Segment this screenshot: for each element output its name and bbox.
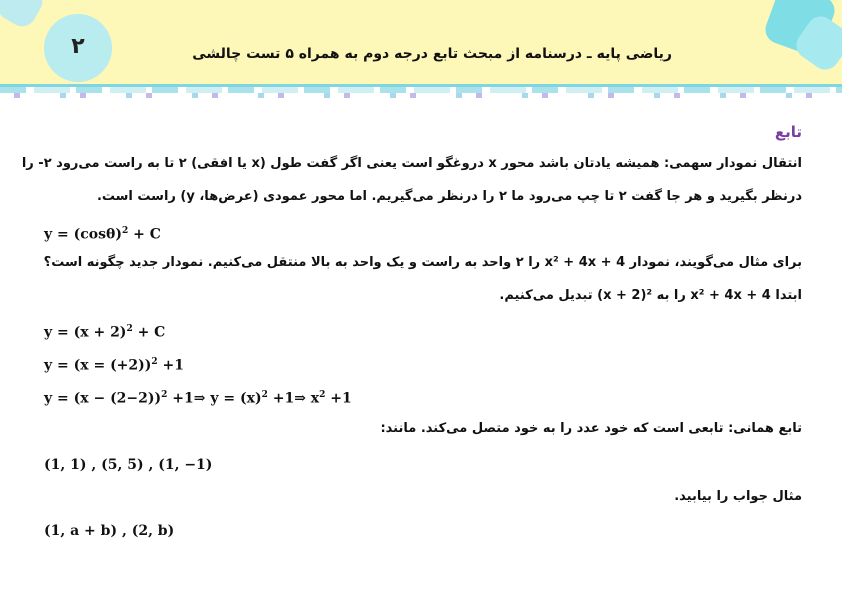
exponent: 2 [151,357,158,367]
paragraph-line: انتقال نمودار سهمی: همیشه یادتان باشد محور x دروغگو است یعنی اگر گفت طول (x یا افقی) ۲ تا به راست می‌رود ۲- را [21,156,802,171]
formula-part: y = (x = (+2)) [44,357,152,374]
paragraph-line: تابع همانی: تابعی است که خود عدد را به خود متصل می‌کند. مانند: [380,421,802,436]
exponent: 2 [121,226,129,236]
formula-part: y = (cosθ) [44,226,122,243]
paragraph-line: ابتدا x² + 4x + 4 را به ²(x + 2) تبدیل می‌کنیم. [499,288,802,303]
page-header [0,0,842,110]
header-stripe [0,93,842,98]
formula-part: y = (x + 2) [44,324,127,341]
section-heading: تابع [774,123,802,141]
formula-part: y = (x − (2−2)) [44,390,162,407]
header-background [0,0,842,84]
formula-part: +1⇒ x [267,390,320,407]
page-title: ریاضی پایه ـ درسنامه از مبحث تابع درجه دوم به همراه ۵ تست چالشی [192,46,672,62]
formula [44,226,161,243]
exponent: 2 [261,390,268,400]
ordered-pairs: (1, a + b) , (2, b) [44,523,175,539]
formula-part: + C [128,226,161,243]
formula-part: +1⇒ y = (x) [167,390,262,407]
exponent: 2 [319,390,326,400]
page-number: ۲ [71,34,85,59]
formula-part: +1 [325,390,352,407]
paragraph-line: برای مثال می‌گویند، نمودار x² + 4x + 4 را ۲ واحد به راست و یک واحد به بالا منتقل می‌کنیم. نمودار جدید چگونه است؟ [43,255,802,270]
paragraph-line: درنظر بگیرید و هر جا گفت ۲ تا چپ می‌رود ما ۲ را درنظر می‌گیریم. اما محور عمودی (عرض‌ها، y) راست است. [96,189,802,204]
paragraph-line: مثال جواب را بیابید. [674,489,802,504]
ordered-pairs: (1, 1) , (5, 5) , (1, −1) [44,457,213,473]
formula [44,357,184,374]
formula [44,390,352,407]
formula-part: +1 [157,357,185,374]
exponent: 2 [161,390,168,400]
formula-part: + C [132,324,166,341]
formula [44,324,165,341]
exponent: 2 [126,324,133,334]
